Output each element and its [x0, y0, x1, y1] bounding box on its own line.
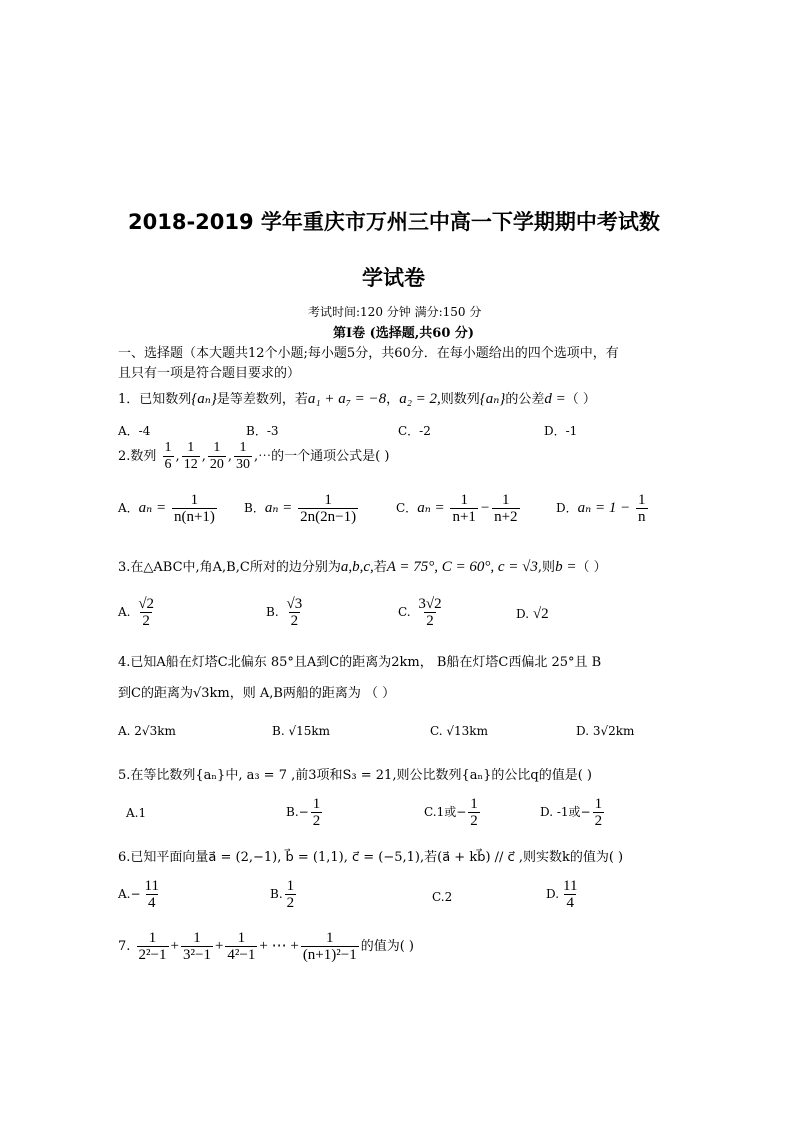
q2-option-a: A．aₙ = $\frac{1}{n(n+1)}$ [118, 492, 215, 525]
q4-option-a: A. 2√3km [118, 724, 176, 738]
doc-title-line2: 学试卷 [362, 266, 425, 290]
q3-option-c: C. $\frac{3√2}{2}$ [398, 596, 442, 629]
q3-option-a: A. $\frac{√2}{2}$ [118, 596, 155, 629]
q5-option-a: A.1 [126, 806, 147, 820]
q7-term-1: $\frac{1}{\text{2²−1}}$ [138, 930, 167, 963]
q2-option-c: C．aₙ = $\frac{1}{n+1}$ − $\frac{1}{n+2}$ [396, 492, 518, 525]
q2-term-2: $\frac{1}{12}$ [183, 440, 198, 472]
q1-option-c: C．-2 [398, 424, 431, 438]
q2-option-b: B．aₙ = $\frac{1}{2n(2n-1)}$ [244, 492, 357, 525]
question-6: 6.已知平面向量a⃗ = (2,−1), b⃗ = (1,1), c⃗ = (−5,1),若(a⃗ + kb⃗) // c⃗ ,则实数k的值为( ) [118, 850, 624, 865]
q6-option-d: D. $\frac{11}{4}$ [546, 878, 578, 911]
doc-title-line1: 2018-2019 学年重庆市万州三中高一下学期期中考试数 [128, 210, 660, 234]
q2-term-3: $\frac{1}{20}$ [209, 440, 224, 472]
question-4-line1: 4.已知A船在灯塔C北偏东 85°且A到C的距离为2km， B船在灯塔C西偏北 25°且 B [118, 655, 602, 670]
instructions-line2: 且只有一项是符合题目要求的） [118, 366, 301, 381]
q5-option-d: D. -1或− $\frac{1}{2}$ [540, 796, 603, 829]
q3-option-d: D. √2 [516, 606, 549, 622]
q6-option-b: B. $\frac{1}{2}$ [270, 878, 295, 911]
q5-option-b: B.− $\frac{1}{2}$ [286, 796, 321, 829]
q2-term-1: $\frac{1}{6}$ [164, 440, 172, 472]
q1-option-b: B．-3 [246, 424, 279, 438]
q7-term-last: $\frac{1}{\text{(n+1)²−1}}$ [302, 930, 357, 963]
q6-option-a: A.− $\frac{11}{4}$ [118, 878, 159, 911]
question-3: 3.在△ABC中,角A,B,C所对的边分别为a,b,c,若A = 75°, C = 60°, c = √3,则b =（ ） [118, 559, 607, 575]
question-5: 5.在等比数列{aₙ}中, a₃ = 7 ,前3项和S₃ = 21,则公比数列{aₙ}的公比q的值是( ) [118, 768, 592, 783]
instructions-line1: 一、选择题（本大题共12个小题;每小题5分，共60分．在每小题给出的四个选项中，有 [118, 346, 619, 361]
q2-option-d: D．aₙ = 1 − $\frac{1}{n}$ [556, 492, 646, 525]
question-4-line2: 到C的距离为√3km，则 A,B两船的距离为 （ ） [118, 686, 396, 701]
q2-term-4: $\frac{1}{30}$ [235, 440, 250, 472]
question-1: 1．已知数列{aₙ}是等差数列，若a₁ + a₇ = −8，a₂ = 2,则数列{aₙ}的公差d =（ ） [118, 391, 596, 407]
exam-info: 考试时间:120 分钟 满分:150 分 [308, 305, 482, 319]
question-2: 2.数列 $\frac{1}{6}$ , $\frac{1}{12}$ , $\frac{1}{20}$ , $\frac{1}{30}$ ,⋯的一个通项公式是( ) [118, 440, 390, 472]
q5-option-c: C.1或− $\frac{1}{2}$ [424, 796, 478, 829]
q6-option-c: C.2 [432, 890, 453, 904]
part-heading: 第Ⅰ卷 (选择题,共60 分) [333, 326, 475, 341]
q1-option-d: D．-1 [544, 424, 578, 438]
question-7: 7. $\frac{1}{\text{2²−1}}$ + $\frac{1}{\text{3²−1}}$ + $\frac{1}{\text{4²−1}}$ + ⋯ + $\frac{1}{\text{(n+1)²−1}}$ 的值为( ) [118, 930, 414, 963]
q4-option-b: B. √15km [272, 724, 331, 738]
q4-option-c: C. √13km [430, 724, 488, 738]
q4-option-d: D. 3√2km [576, 724, 635, 738]
q1-option-a: A．-4 [118, 424, 151, 438]
q7-term-3: $\frac{1}{\text{4²−1}}$ [227, 930, 256, 963]
q7-term-2: $\frac{1}{\text{3²−1}}$ [182, 930, 211, 963]
q3-option-b: B. $\frac{√3}{2}$ [266, 596, 303, 629]
